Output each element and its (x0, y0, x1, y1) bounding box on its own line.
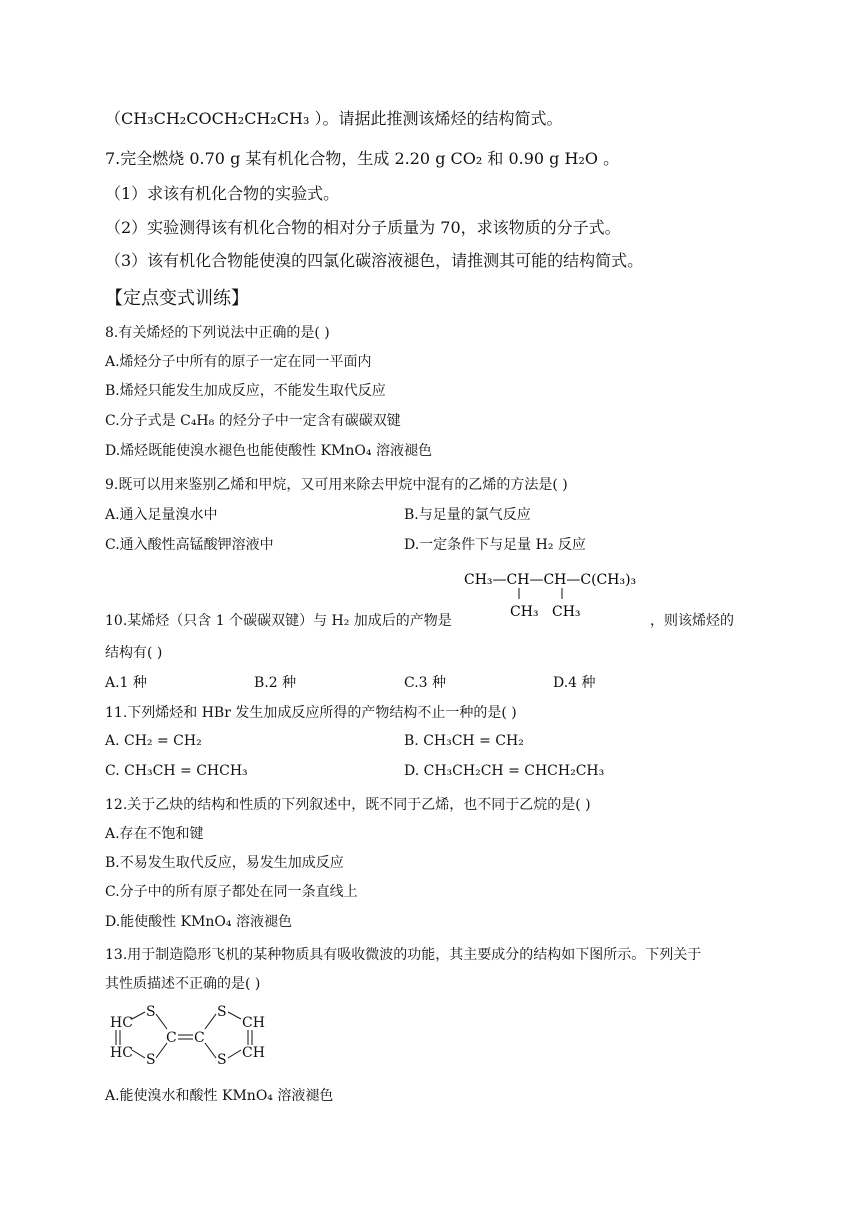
atom-s-bottom-right: S (217, 1052, 227, 1068)
structure-formula-q10 (460, 566, 670, 624)
question-9-option-a: A.通入足量溴水中 (105, 507, 218, 523)
bond-c-s-top-right (205, 1014, 216, 1029)
question-9-option-b: B.与足量的氯气反应 (404, 507, 531, 523)
bond-hc-s-top-left (132, 1012, 145, 1019)
question-8-option-d: D.烯烃既能使溴水褪色也能使酸性 KMnO₄ 溶液褪色 (105, 443, 432, 459)
question-10-option-b: B.2 种 (254, 675, 297, 691)
question-7-part-1: （1）求该有机化合物的实验式。 (105, 184, 340, 203)
question-9-option-c: C.通入酸性高锰酸钾溶液中 (105, 537, 274, 553)
atom-hc-top: HC (110, 1015, 133, 1031)
question-11-option-c: C. CH₃CH = CHCH₃ (105, 763, 248, 779)
question-7: 7.完全燃烧 0.70 g 某有机化合物，生成 2.20 g CO₂ 和 0.90 g H₂O 。 (105, 149, 620, 168)
question-13-stem: 13.用于制造隐形飞机的某种物质具有吸收微波的功能，其主要成分的结构如下图所示。下列关于 (105, 947, 702, 963)
atom-ch-top: CH (242, 1015, 265, 1031)
question-12-option-d: D.能使酸性 KMnO₄ 溶液褪色 (105, 914, 292, 930)
text-line-1: （CH₃CH₂COCH₂CH₂CH₃ ）。请据此推测该烯烃的结构简式。 (105, 109, 563, 128)
bond-hc-s-bottom-left (132, 1050, 145, 1058)
atom-s-top-right: S (217, 1004, 227, 1020)
atom-hc-bottom: HC (110, 1045, 133, 1061)
question-12-option-b: B.不易发生取代反应，易发生加成反应 (105, 855, 344, 871)
atom-s-bottom-left: S (146, 1052, 156, 1068)
question-10-stem-cont: ，则该烯烃的 (650, 613, 734, 629)
question-11-option-d: D. CH₃CH₂CH = CHCH₂CH₃ (404, 763, 605, 779)
structure-formula-q13 (104, 1002, 284, 1072)
question-11-option-b: B. CH₃CH = CH₂ (404, 733, 524, 749)
question-8-option-c: C.分子式是 C₄H₈ 的烃分子中一定含有碳碳双键 (105, 413, 401, 429)
structure-sub-ch3-1: CH₃ (510, 604, 539, 620)
atom-c-left: C (166, 1030, 177, 1046)
atom-s-top-left: S (146, 1004, 156, 1020)
bond-c-s-bottom-right (205, 1043, 216, 1058)
question-10-option-c: C.3 种 (404, 675, 447, 691)
question-7-part-3: （3）该有机化合物能使溴的四氯化碳溶液褪色，请推测其可能的结构简式。 (105, 251, 644, 270)
question-11-option-a: A. CH₂ = CH₂ (105, 733, 202, 749)
question-9: 9.既可以用来鉴别乙烯和甲烷，又可用来除去甲烷中混有的乙烯的方法是( ) (105, 477, 568, 493)
question-10-stem-2: 结构有( ) (105, 645, 163, 661)
question-12-option-a: A.存在不饱和键 (105, 826, 204, 842)
structure-sub-ch3-2: CH₃ (552, 604, 581, 620)
question-8: 8.有关烯烃的下列说法中正确的是( ) (105, 325, 330, 341)
question-10-option-d: D.4 种 (553, 675, 596, 691)
bond-s-ch-bottom-right (228, 1050, 241, 1058)
question-11: 11.下列烯烃和 HBr 发生加成反应所得的产物结构不止一种的是( ) (105, 705, 517, 721)
question-13-option-a: A.能使溴水和酸性 KMnO₄ 溶液褪色 (105, 1088, 334, 1104)
atom-ch-bottom: CH (242, 1045, 265, 1061)
structure-main-chain: CH₃—CH—CH—C(CH₃)₃ (464, 572, 637, 588)
question-12-option-c: C.分子中的所有原子都处在同一条直线上 (105, 884, 358, 900)
question-10-stem: 10.某烯烃（只含 1 个碳碳双键）与 H₂ 加成后的产物是 (105, 613, 452, 629)
bond-s-ch-top-right (228, 1012, 241, 1019)
question-8-option-a: A.烯烃分子中所有的原子一定在同一平面内 (105, 354, 372, 370)
bond-s-c-top-left (156, 1014, 167, 1029)
question-12: 12.关于乙炔的结构和性质的下列叙述中，既不同于乙烯，也不同于乙烷的是( ) (105, 797, 591, 813)
atom-c-right: C (194, 1030, 205, 1046)
question-9-option-d: D.一定条件下与足量 H₂ 反应 (404, 537, 586, 553)
question-8-option-b: B.烯烃只能发生加成反应，不能发生取代反应 (105, 383, 386, 399)
question-13-stem-2: 其性质描述不正确的是( ) (105, 976, 261, 992)
question-10-option-a: A.1 种 (105, 675, 147, 691)
question-7-part-2: （2）实验测得该有机化合物的相对分子质量为 70，求该物质的分子式。 (105, 218, 621, 237)
bond-s-c-bottom-left (156, 1043, 167, 1058)
section-heading: 【定点变式训练】 (105, 288, 249, 309)
